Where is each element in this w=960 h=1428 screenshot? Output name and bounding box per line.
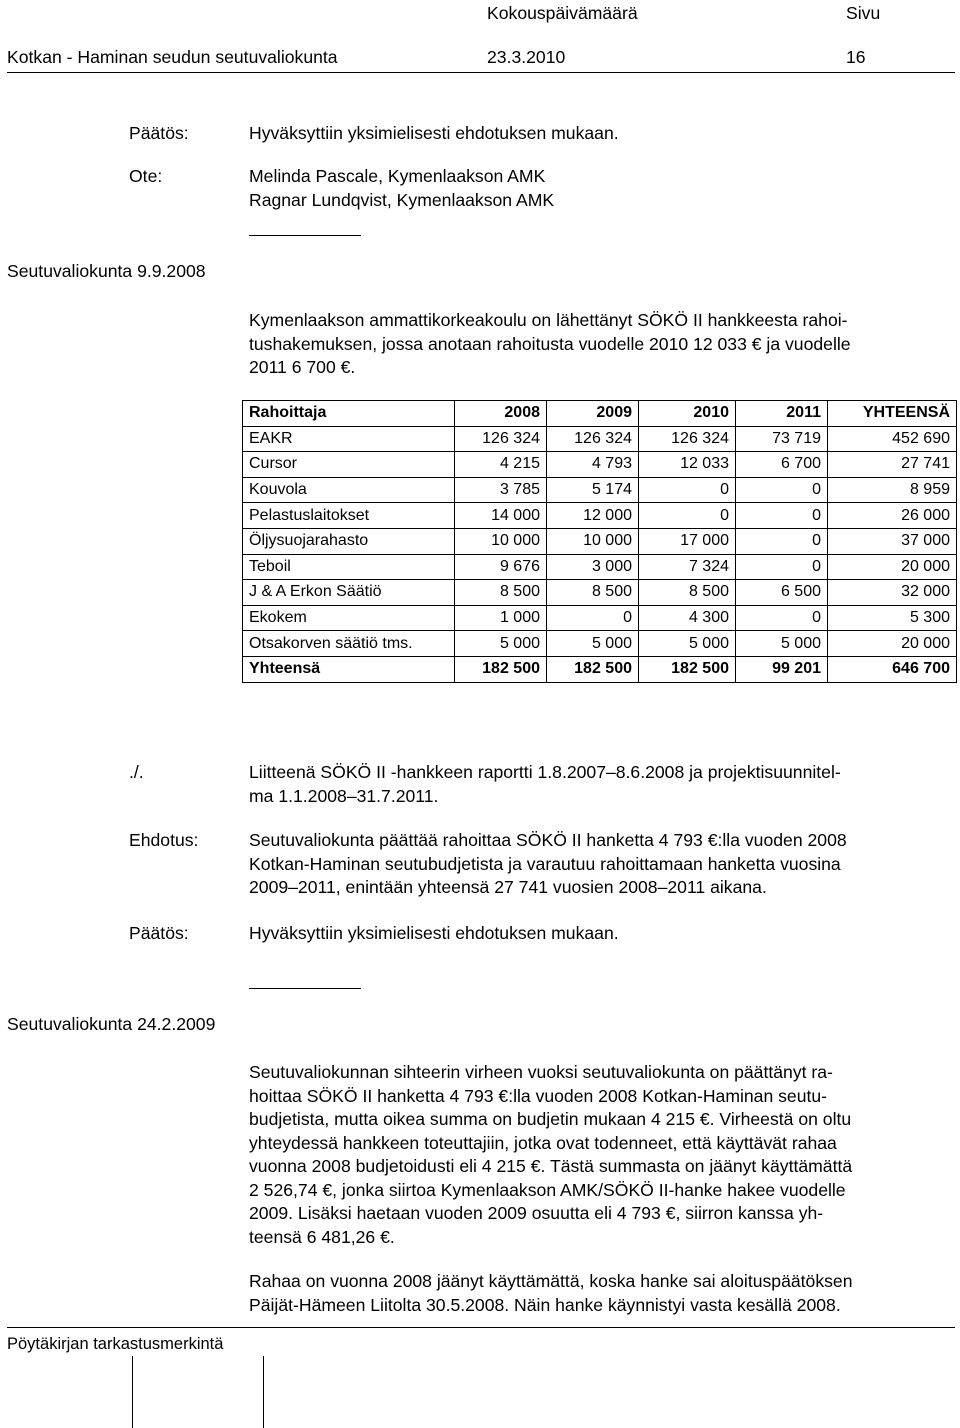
meeting-date: 23.3.2010 [487,47,566,67]
table-cell: 5 000 [639,631,736,657]
table-cell: 5 300 [828,605,957,631]
table-cell: 3 785 [455,477,547,503]
paragraph-line: 2 526,74 €, jonka siirtoa Kymenlaakson AMK/SÖKÖ II-hanke hakee vuodelle [249,1179,846,1200]
attachment-paragraph [249,761,955,808]
table-cell: 6 700 [736,452,828,478]
table-row [243,631,957,657]
check-marks-label: Pöytäkirjan tarkastusmerkintä [7,1335,224,1353]
table-cell: 3 000 [547,554,639,580]
table-cell: 4 300 [639,605,736,631]
table-cell: 26 000 [828,503,957,529]
signature-box-divider [263,1356,264,1428]
column-header: YHTEENSÄ [828,401,957,427]
table-cell: 8 500 [547,580,639,606]
table-row [243,580,957,606]
column-header: Rahoittaja [243,401,455,427]
proposal-label: Ehdotus: [129,830,199,850]
table-cell: 5 174 [547,477,639,503]
table-cell: 0 [736,477,828,503]
paragraph-line: Seutuvaliokunnan sihteerin virheen vuoksi seutuvaliokunta on päättänyt ra- [249,1062,833,1082]
proposal-paragraph [249,829,955,900]
header-divider [7,72,955,73]
table-cell: Otsakorven säätiö tms. [243,631,455,657]
paragraph-line: Seutuvaliokunta päättää rahoittaa SÖKÖ II hanketta 4 793 €:lla vuoden 2008 [249,830,847,850]
paragraph-line: ma 1.1.2008–31.7.2011. [249,785,439,806]
table-cell: 5 000 [736,631,828,657]
excerpt-recipient: Melinda Pascale, Kymenlaakson AMK [249,166,546,186]
intro-paragraph [249,309,955,380]
table-cell: 0 [639,477,736,503]
paragraph-line: 2009. Lisäksi haetaan vuoden 2009 osuutta eli 4 793 €, siirron kanssa yh- [249,1203,824,1223]
section-heading: Seutuvaliokunta 9.9.2008 [7,261,206,281]
paragraph-line: 2009–2011, enintään yhteensä 27 741 vuosien 2008–2011 aikana. [249,877,767,897]
decision-text: Hyväksyttiin yksimielisesti ehdotuksen mukaan. [249,123,619,143]
table-cell: J & A Erkon Säätiö [243,580,455,606]
table-cell: 646 700 [828,656,957,682]
table-cell: 8 500 [639,580,736,606]
explanation-paragraph [249,1270,955,1317]
table-cell: 37 000 [828,528,957,554]
correction-paragraph [249,1061,955,1249]
table-cell: 14 000 [455,503,547,529]
column-header: 2011 [736,401,828,427]
table-row [243,503,957,529]
table-cell: 4 215 [455,452,547,478]
decision-text: Hyväksyttiin yksimielisesti ehdotuksen mukaan. [249,923,619,943]
table-cell: Öljysuojarahasto [243,528,455,554]
table-cell: 12 000 [547,503,639,529]
table-header-row [243,401,957,427]
decision-label: Päätös: [129,923,189,943]
table-cell: 182 500 [455,656,547,682]
table-cell: 12 033 [639,452,736,478]
signature-box-divider [132,1356,133,1428]
excerpt-recipient: Ragnar Lundqvist, Kymenlaakson AMK [249,190,555,210]
excerpt-label: Ote: [129,166,163,186]
paragraph-line: Kymenlaakson ammattikorkeakoulu on lähettänyt SÖKÖ II hankkeesta rahoi- [249,310,848,330]
decision-label: Päätös: [129,123,189,143]
funding-table [242,400,957,683]
table-row [243,554,957,580]
table-cell: 126 324 [639,426,736,452]
table-cell: 126 324 [455,426,547,452]
table-cell: 17 000 [639,528,736,554]
table-cell: 6 500 [736,580,828,606]
table-cell: 5 000 [547,631,639,657]
table-cell: 5 000 [455,631,547,657]
table-cell: Yhteensä [243,656,455,682]
table-cell: EAKR [243,426,455,452]
paragraph-line: Liitteenä SÖKÖ II -hankkeen raportti 1.8.2007–8.6.2008 ja projektisuunnitel- [249,762,841,782]
table-cell: 0 [736,605,828,631]
column-header: 2008 [455,401,547,427]
table-total-row [243,656,957,682]
paragraph-line: Päijät-Hämeen Liitolta 30.5.2008. Näin hanke käynnistyi vasta kesällä 2008. [249,1294,841,1315]
table-cell: 0 [736,554,828,580]
table-cell: 0 [736,503,828,529]
table-cell: 1 000 [455,605,547,631]
table-row [243,426,957,452]
table-row [243,477,957,503]
meeting-date-label: Kokouspäivämäärä [487,3,638,23]
paragraph-line: 2011 6 700 €. [249,357,356,377]
table-cell: 182 500 [639,656,736,682]
column-header: 2010 [639,401,736,427]
table-cell: 126 324 [547,426,639,452]
table-row [243,452,957,478]
paragraph-line: Kotkan-Haminan seutubudjetista ja varautuu rahoittamaan hanketta vuosina [249,853,841,874]
section-divider [249,235,361,236]
table-cell: 0 [547,605,639,631]
table-cell: Pelastuslaitokset [243,503,455,529]
section-heading: Seutuvaliokunta 24.2.2009 [7,1014,216,1034]
paragraph-line: Rahaa on vuonna 2008 jäänyt käyttämättä, koska hanke sai aloituspäätöksen [249,1271,853,1291]
table-cell: Kouvola [243,477,455,503]
table-cell: 8 500 [455,580,547,606]
paragraph-line: teensä 6 481,26 €. [249,1226,395,1247]
table-cell: Teboil [243,554,455,580]
paragraph-line: budjetista, mutta oikea summa on budjetin mukaan 4 215 €. Virheestä on oltu [249,1109,852,1129]
footer-divider [7,1327,955,1328]
table-cell: 73 719 [736,426,828,452]
table-cell: Cursor [243,452,455,478]
table-row [243,605,957,631]
table-cell: 182 500 [547,656,639,682]
table-cell: 20 000 [828,554,957,580]
paragraph-line: hoittaa SÖKÖ II hanketta 4 793 €:lla vuoden 2008 Kotkan-Haminan seutu- [249,1085,828,1106]
table-cell: 10 000 [455,528,547,554]
paragraph-line: tushakemuksen, jossa anotaan rahoitusta vuodelle 2010 12 033 € ja vuodelle [249,333,851,354]
table-cell: 0 [736,528,828,554]
table-cell: 7 324 [639,554,736,580]
organization-name: Kotkan - Haminan seudun seutuvaliokunta [7,47,338,67]
table-cell: 10 000 [547,528,639,554]
page-number: 16 [846,47,866,67]
table-cell: 32 000 [828,580,957,606]
table-cell: 27 741 [828,452,957,478]
table-cell: 99 201 [736,656,828,682]
table-row [243,528,957,554]
paragraph-line: vuonna 2008 budjetoidusti eli 4 215 €. Tästä summasta on jäänyt käyttämättä [249,1156,853,1176]
page-label: Sivu [846,3,881,23]
table-cell: 9 676 [455,554,547,580]
table-cell: 8 959 [828,477,957,503]
paragraph-line: yhteydessä hankkeen toteuttajiin, jotka ovat todenneet, että käyttävät rahaa [249,1132,837,1153]
column-header: 2009 [547,401,639,427]
attachment-marker: ./. [129,762,144,782]
table-cell: Ekokem [243,605,455,631]
table-cell: 20 000 [828,631,957,657]
table-cell: 4 793 [547,452,639,478]
section-divider [249,988,361,989]
table-cell: 452 690 [828,426,957,452]
table-cell: 0 [639,503,736,529]
